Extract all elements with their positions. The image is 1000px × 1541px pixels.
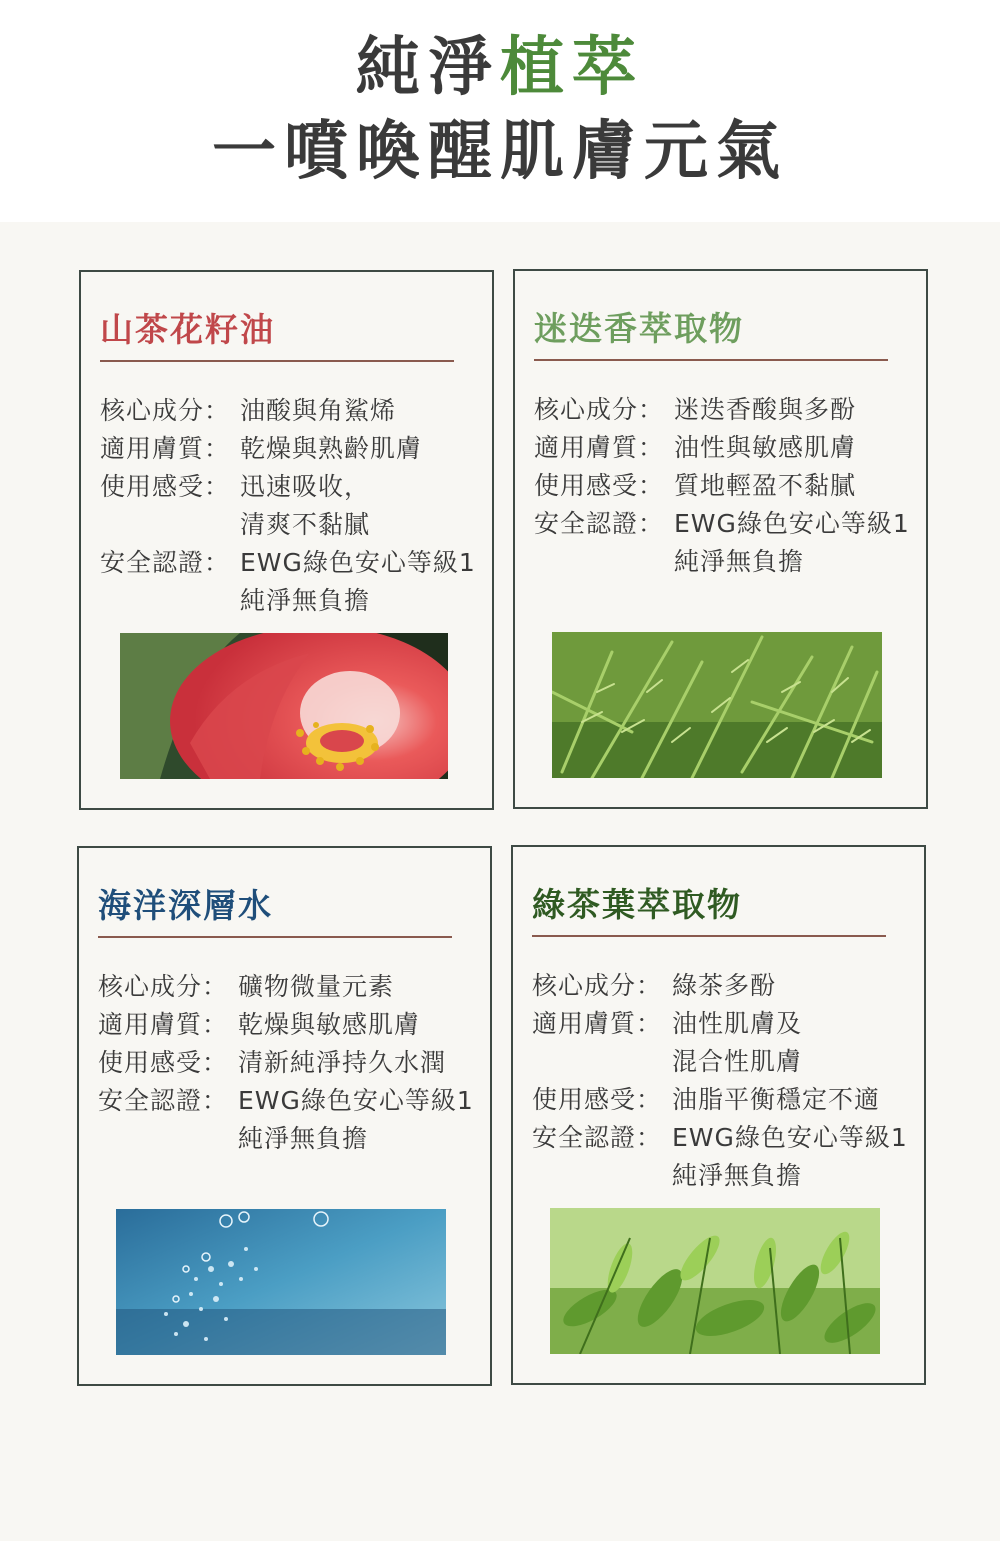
headline-accent: 植萃 <box>500 31 644 105</box>
card-divider <box>100 360 454 362</box>
detail-value: 清新純淨持久水潤 <box>238 1048 447 1077</box>
headline-plain: 純淨 <box>356 31 500 105</box>
detail-value: 乾燥與敏感肌膚 <box>238 1010 421 1039</box>
detail-row <box>100 392 476 430</box>
detail-value: 油性肌膚及 <box>672 1009 803 1038</box>
detail-label: 使用感受： <box>100 472 231 501</box>
detail-value: 純淨無負擔 <box>674 547 805 576</box>
detail-label: 安全認證： <box>98 1086 229 1115</box>
ingredient-card-green-tea <box>511 845 926 1385</box>
card-divider <box>534 359 888 361</box>
headline-line-1 <box>0 28 1000 108</box>
camellia-flower-photo <box>120 633 448 779</box>
card-title: 山茶花籽油 <box>100 310 275 349</box>
detail-row <box>532 967 908 1005</box>
detail-value: 清爽不黏膩 <box>240 510 371 539</box>
card-title: 迷迭香萃取物 <box>534 309 744 348</box>
detail-label: 使用感受： <box>532 1085 663 1114</box>
green-tea-leaf-photo <box>550 1208 880 1354</box>
headline-line-2: 一噴喚醒肌膚元氣 <box>212 115 788 189</box>
detail-label: 安全認證： <box>532 1123 663 1152</box>
rosemary-photo <box>552 632 882 778</box>
card-divider <box>98 936 452 938</box>
card-details <box>534 391 910 581</box>
detail-value: EWG綠色安心等級1 <box>674 509 910 538</box>
detail-row <box>100 468 476 544</box>
card-title: 綠茶葉萃取物 <box>532 885 742 924</box>
detail-value: 迅速吸收， <box>240 472 371 501</box>
card-title: 海洋深層水 <box>98 886 273 925</box>
detail-row <box>100 544 476 620</box>
page-header <box>0 0 1000 222</box>
detail-row <box>534 391 910 429</box>
detail-value: 礦物微量元素 <box>238 972 395 1001</box>
detail-row <box>98 1006 474 1044</box>
detail-label: 核心成分： <box>98 972 229 1001</box>
detail-label: 安全認證： <box>100 548 231 577</box>
detail-row <box>98 1044 474 1082</box>
detail-value: 純淨無負擔 <box>672 1161 803 1190</box>
detail-row <box>532 1119 908 1195</box>
ingredient-card-rosemary <box>513 269 928 809</box>
card-details <box>532 967 908 1195</box>
detail-label: 適用膚質： <box>534 433 665 462</box>
card-divider <box>532 935 886 937</box>
detail-row <box>534 505 910 581</box>
detail-label: 使用感受： <box>98 1048 229 1077</box>
detail-value: 純淨無負擔 <box>240 586 371 615</box>
detail-value: 綠茶多酚 <box>672 971 777 1000</box>
detail-value: EWG綠色安心等級1 <box>238 1086 474 1115</box>
detail-label: 安全認證： <box>534 509 665 538</box>
detail-value: 純淨無負擔 <box>238 1124 369 1153</box>
detail-value: 混合性肌膚 <box>672 1047 803 1076</box>
detail-value: 迷迭香酸與多酚 <box>674 395 857 424</box>
detail-label: 適用膚質： <box>98 1010 229 1039</box>
detail-label: 核心成分： <box>534 395 665 424</box>
detail-value: 油性與敏感肌膚 <box>674 433 857 462</box>
ocean-water-photo <box>116 1209 446 1355</box>
detail-row <box>532 1081 908 1119</box>
detail-row <box>100 430 476 468</box>
detail-label: 核心成分： <box>532 971 663 1000</box>
detail-value: 油脂平衡穩定不適 <box>672 1085 881 1114</box>
detail-label: 適用膚質： <box>532 1009 663 1038</box>
detail-label: 核心成分： <box>100 396 231 425</box>
detail-row <box>534 467 910 505</box>
detail-label: 使用感受： <box>534 471 665 500</box>
ingredient-card-ocean-water <box>77 846 492 1386</box>
ingredient-card-camellia <box>79 270 494 810</box>
card-details <box>98 968 474 1158</box>
detail-value: EWG綠色安心等級1 <box>672 1123 908 1152</box>
detail-value: 質地輕盈不黏膩 <box>674 471 857 500</box>
detail-row <box>532 1005 908 1081</box>
detail-value: 油酸與角鯊烯 <box>240 396 397 425</box>
detail-row <box>98 1082 474 1158</box>
card-details <box>100 392 476 620</box>
detail-row <box>534 429 910 467</box>
detail-row <box>98 968 474 1006</box>
detail-value: EWG綠色安心等級1 <box>240 548 476 577</box>
detail-label: 適用膚質： <box>100 434 231 463</box>
detail-value: 乾燥與熟齡肌膚 <box>240 434 423 463</box>
